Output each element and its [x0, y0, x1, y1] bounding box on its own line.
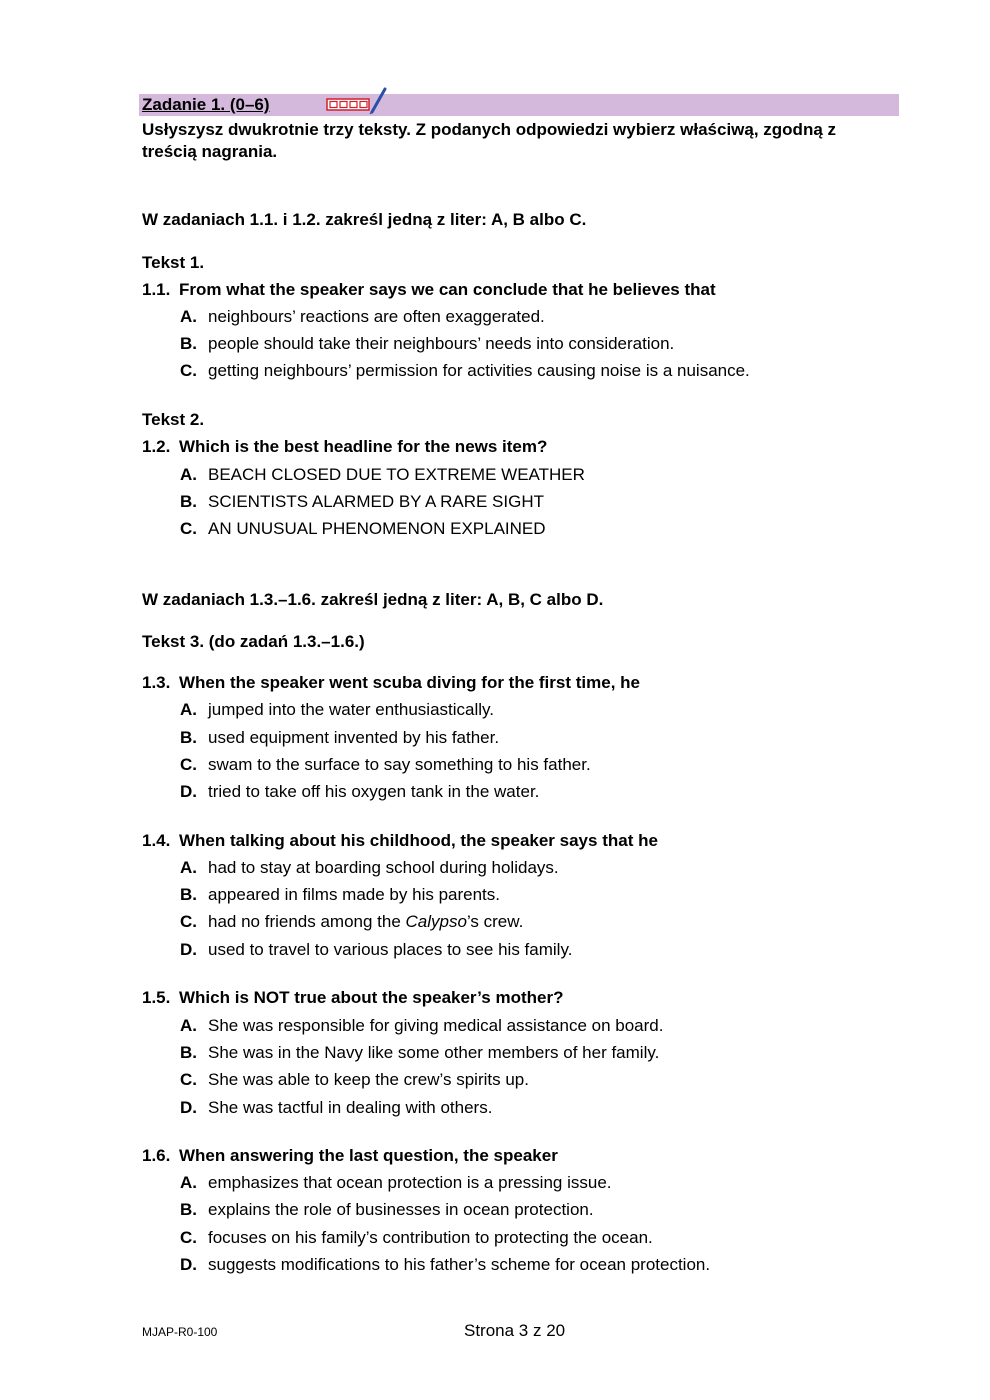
question-number: 1.5.: [142, 988, 171, 1007]
section1-instruction: W zadaniach 1.1. i 1.2. zakreśl jedną z liter: A, B albo C.: [142, 210, 587, 229]
option-1-1-c[interactable]: [180, 360, 750, 382]
question-text: Which is NOT true about the speaker’s mother?: [179, 988, 564, 1007]
option-text: explains the role of businesses in ocean protection.: [208, 1200, 594, 1219]
option-1-4-b[interactable]: [180, 884, 500, 906]
option-letter: A.: [180, 1173, 197, 1192]
option-letter: C.: [180, 361, 197, 380]
question-number: 1.4.: [142, 831, 171, 850]
section2-instruction: W zadaniach 1.3.–1.6. zakreśl jedną z liter: A, B, C albo D.: [142, 590, 604, 609]
option-letter: C.: [180, 1070, 197, 1089]
option-1-4-d[interactable]: [180, 939, 572, 961]
option-text: people should take their neighbours’ needs into consideration.: [208, 334, 675, 353]
option-1-5-b[interactable]: [180, 1042, 659, 1064]
task-instruction: Usłyszysz dwukrotnie trzy teksty. Z podanych odpowiedzi wybierz właściwą, zgodną z treścią nagrania.: [142, 120, 837, 161]
question-1-3: [142, 672, 640, 694]
question-text: From what the speaker says we can conclude that he believes that: [179, 280, 716, 299]
option-letter: C.: [180, 755, 197, 774]
ship-name: Calypso: [405, 912, 467, 931]
option-letter: A.: [180, 465, 197, 484]
option-text-post: ’s crew.: [466, 912, 524, 931]
option-text: neighbours’ reactions are often exaggerated.: [208, 307, 545, 326]
question-text: When talking about his childhood, the speaker says that he: [179, 831, 658, 850]
option-1-2-c[interactable]: [180, 518, 546, 540]
option-text: tried to take off his oxygen tank in the water.: [208, 782, 540, 801]
option-letter: D.: [180, 1098, 197, 1117]
option-1-3-a[interactable]: [180, 699, 494, 721]
option-letter: C.: [180, 519, 197, 538]
option-1-6-d[interactable]: [180, 1254, 710, 1276]
option-1-1-b[interactable]: [180, 333, 674, 355]
option-1-5-d[interactable]: [180, 1097, 492, 1119]
text1-label: Tekst 1.: [142, 253, 205, 272]
option-1-6-a[interactable]: [180, 1172, 612, 1194]
option-letter: A.: [180, 307, 197, 326]
option-text: appeared in films made by his parents.: [208, 885, 500, 904]
option-1-3-c[interactable]: [180, 754, 591, 776]
checkbox-icons: [327, 99, 369, 110]
option-1-4-a[interactable]: [180, 857, 559, 879]
option-text: She was tactful in dealing with others.: [208, 1098, 493, 1117]
question-number: 1.1.: [142, 280, 171, 299]
option-1-5-a[interactable]: [180, 1015, 663, 1037]
question-number: 1.2.: [142, 437, 171, 456]
question-1-1: [142, 279, 716, 301]
task-type-icon: [326, 86, 388, 114]
exam-code: MJAP-R0-100: [142, 1325, 218, 1339]
question-text: Which is the best headline for the news item?: [179, 437, 548, 456]
question-number: 1.6.: [142, 1146, 171, 1165]
option-letter: B.: [180, 1200, 197, 1219]
option-1-2-a[interactable]: [180, 464, 585, 486]
question-number: 1.3.: [142, 673, 171, 692]
option-letter: C.: [180, 912, 197, 931]
option-text: swam to the surface to say something to his father.: [208, 755, 591, 774]
option-letter: A.: [180, 858, 197, 877]
option-letter: A.: [180, 1016, 197, 1035]
question-text: When the speaker went scuba diving for the first time, he: [179, 673, 640, 692]
question-1-4: [142, 830, 658, 852]
option-text: used to travel to various places to see his family.: [208, 940, 573, 959]
option-1-6-c[interactable]: [180, 1227, 653, 1249]
option-letter: B.: [180, 728, 197, 747]
option-letter: B.: [180, 885, 197, 904]
option-text: had to stay at boarding school during holidays.: [208, 858, 559, 877]
option-1-3-b[interactable]: [180, 727, 499, 749]
option-text: AN UNUSUAL PHENOMENON EXPLAINED: [208, 519, 546, 538]
option-letter: D.: [180, 940, 197, 959]
text3-label: Tekst 3. (do zadań 1.3.–1.6.): [142, 632, 365, 651]
option-1-6-b[interactable]: [180, 1199, 594, 1221]
option-text: emphasizes that ocean protection is a pressing issue.: [208, 1173, 612, 1192]
page-number: Strona 3 z 20: [464, 1321, 566, 1340]
option-letter: A.: [180, 700, 197, 719]
option-letter: C.: [180, 1228, 197, 1247]
option-text: used equipment invented by his father.: [208, 728, 500, 747]
option-text: She was responsible for giving medical assistance on board.: [208, 1016, 664, 1035]
option-letter: B.: [180, 1043, 197, 1062]
option-text: focuses on his family’s contribution to protecting the ocean.: [208, 1228, 653, 1247]
option-letter: D.: [180, 1255, 197, 1274]
question-1-2: [142, 436, 547, 458]
option-text: BEACH CLOSED DUE TO EXTREME WEATHER: [208, 465, 585, 484]
option-1-4-c[interactable]: [180, 911, 523, 933]
option-text-pre: had no friends among the: [208, 912, 406, 931]
option-1-3-d[interactable]: [180, 781, 539, 803]
option-text: She was able to keep the crew’s spirits up.: [208, 1070, 529, 1089]
option-text: SCIENTISTS ALARMED BY A RARE SIGHT: [208, 492, 544, 511]
text2-label: Tekst 2.: [142, 410, 205, 429]
option-text: getting neighbours’ permission for activities causing noise is a nuisance.: [208, 361, 750, 380]
option-letter: D.: [180, 782, 197, 801]
option-1-5-c[interactable]: [180, 1069, 529, 1091]
pen-icon: [370, 89, 385, 114]
option-1-1-a[interactable]: [180, 306, 545, 328]
question-1-5: [142, 987, 563, 1009]
option-letter: B.: [180, 334, 197, 353]
question-text: When answering the last question, the speaker: [179, 1146, 558, 1165]
option-text: suggests modifications to his father’s scheme for ocean protection.: [208, 1255, 711, 1274]
option-text: jumped into the water enthusiastically.: [208, 700, 495, 719]
question-1-6: [142, 1145, 558, 1167]
option-text: She was in the Navy like some other members of her family.: [208, 1043, 660, 1062]
option-1-2-b[interactable]: [180, 491, 544, 513]
option-letter: B.: [180, 492, 197, 511]
task-title: Zadanie 1. (0–6): [142, 95, 270, 114]
